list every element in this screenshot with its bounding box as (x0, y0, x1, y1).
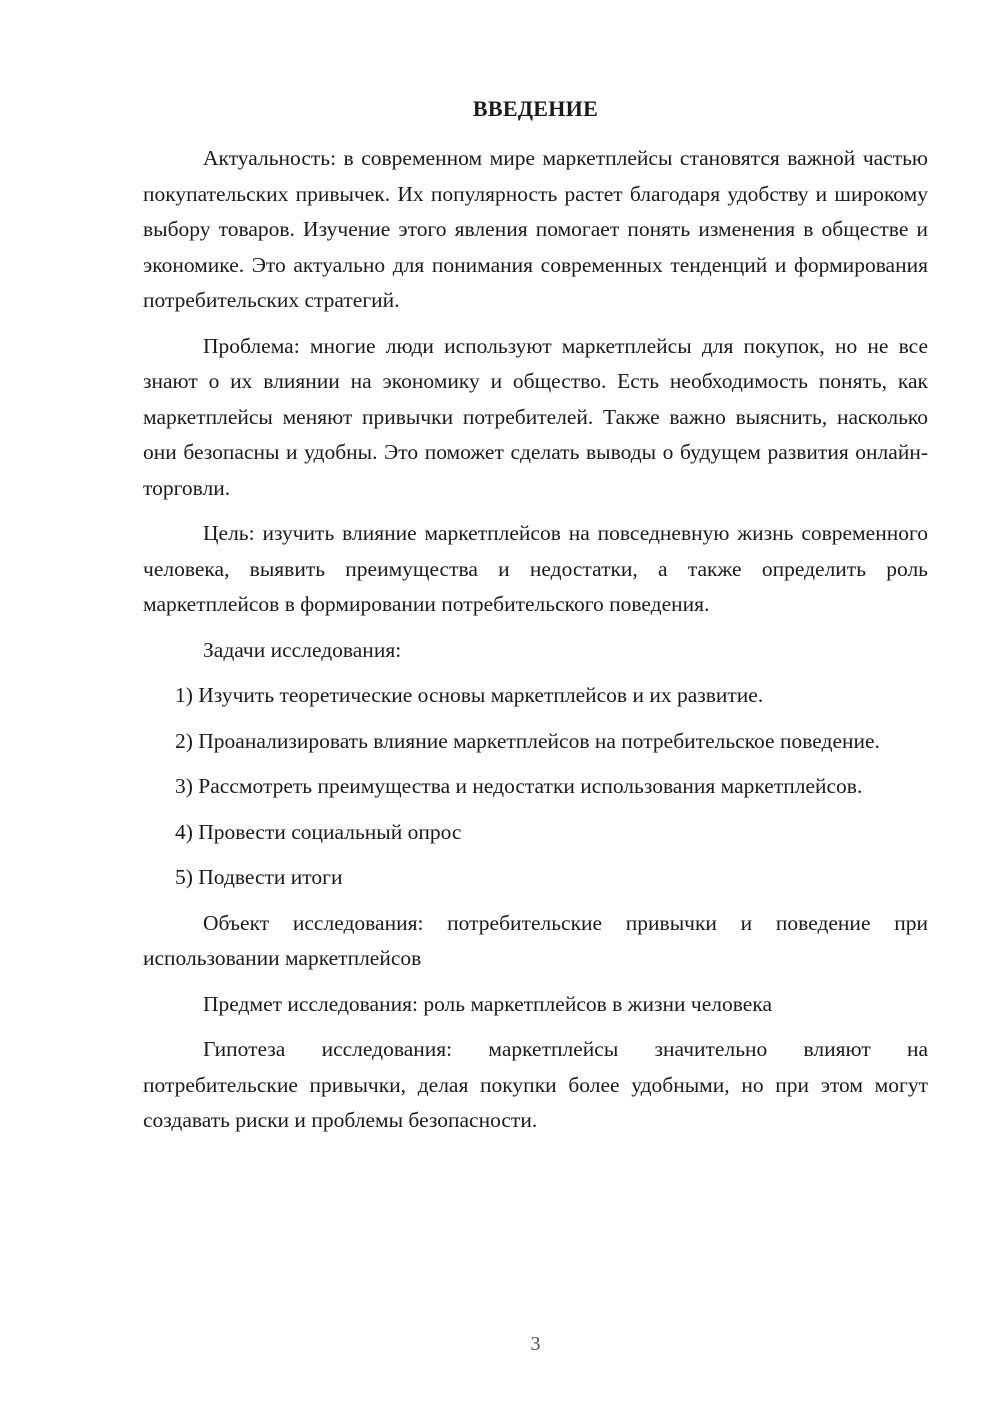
paragraph-tasks-heading: Задачи исследования: (203, 637, 402, 662)
page-number: 3 (530, 1333, 541, 1355)
task-item-1: 1) Изучить теоретические основы маркетплейсов и их развитие. (175, 683, 764, 707)
paragraph-problem: Проблема: многие люди используют маркетплейсы для покупок, но не все знают о их влиянии на экономику и общество. Есть необходимость понять, как маркетплейсы меняют привычки потребителей. Также важно выяснить, насколько они безопасны и удобны. Это поможет сделать выводы о будущем развития онлайн-торговли. (143, 333, 928, 500)
task-item-4: 4) Провести социальный опрос (175, 819, 462, 844)
paragraph-hypothesis: Гипотеза исследования: маркетплейсы значительно влияют на потребительские привычки, делая покупки более удобными, но при этом могут создавать риски и проблемы безопасности. (143, 1037, 928, 1132)
paragraph-relevance: Актуальность: в современном мире маркетплейсы становятся важной частью покупательских привычек. Их популярность растет благодаря удобству и широкому выбору товаров. Изучение этого явления помогает понять изменения в обществе и экономике. Это актуально для понимания современных тенденций и формирования потребительских стратегий. (143, 146, 928, 312)
task-item-5: 5) Подвести итоги (175, 865, 343, 889)
body-text (143, 141, 928, 1149)
task-item-3: 3) Рассмотреть преимущества и недостатки использования маркетплейсов. (175, 774, 863, 798)
task-item-2: 2) Проанализировать влияние маркетплейсов на потребительское поведение. (175, 728, 880, 753)
paragraph-object: Объект исследования: потребительские привычки и поведение при использовании маркетплейсов (143, 910, 928, 970)
document-page (143, 0, 928, 1414)
paragraph-goal: Цель: изучить влияние маркетплейсов на повседневную жизнь современного человека, выявить преимущества и недостатки, а также определить роль маркетплейсов в формировании потребительского поведения. (143, 521, 928, 616)
paragraph-subject: Предмет исследования: роль маркетплейсов в жизни человека (203, 991, 772, 1016)
section-title: ВВЕДЕНИЕ (472, 96, 599, 121)
